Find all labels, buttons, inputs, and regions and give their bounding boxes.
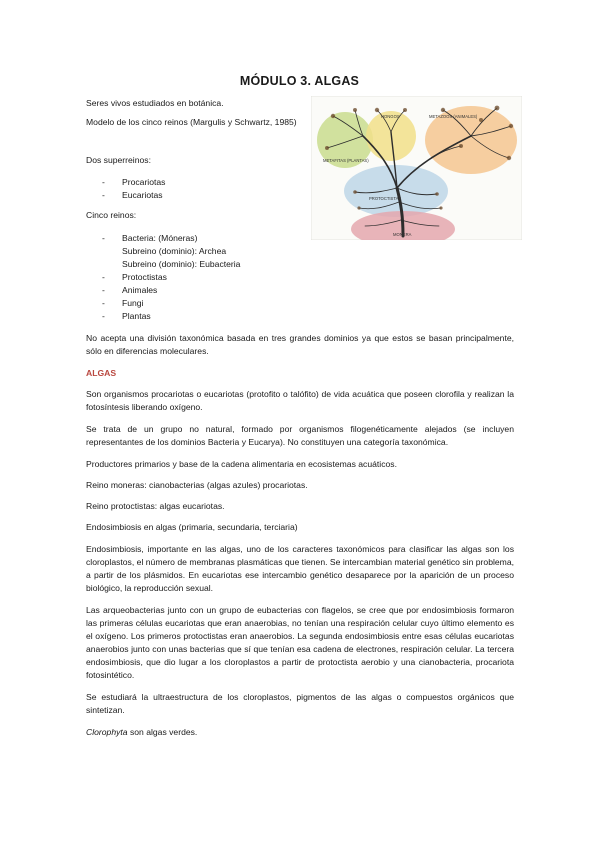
five-kingdoms-figure xyxy=(311,96,522,240)
intro-line-1: Seres vivos estudiados en botánica. xyxy=(86,98,224,108)
paragraph: Reino moneras: cianobacterias (algas azules) procariotas. xyxy=(86,480,308,490)
paragraph: Endosimbiosis, importante en las algas, uno de los caracteres taxonómicos para clasificar las algas son los cloroplastos, el número de membranas plasmáticas que tienen. Se intercambian material genético sin problema, a partir de los plásmidos. En eucariotas ese intercambio genético desaparece por la aparición de un proceso biológico, la reproducción sexual. xyxy=(86,544,514,593)
paragraph: Son organismos procariotas o eucariotas (protofito o talófito) de vida acuática que poseen clorofila y realizan la fotosíntesis liberando oxígeno. xyxy=(86,389,514,412)
paragraph: Productores primarios y base de la cadena alimentaria en ecosistemas acuáticos. xyxy=(86,459,397,469)
reinos-label: Cinco reinos: xyxy=(86,210,137,220)
paragraph: Se estudiará la ultraestructura de los cloroplastos, pigmentos de las algas o compuestos orgánicos que sintetizan. xyxy=(86,692,514,715)
animalia-label: METAZOOS (ANIMALES) xyxy=(429,114,478,119)
monera-label: MONERA xyxy=(393,232,412,237)
paragraph: No acepta una división taxonómica basada en tres grandes dominios ya que estos se basan principalmente, sólo en diferencias moleculares. xyxy=(86,333,514,356)
clorophyta-desc: son algas verdes. xyxy=(127,727,198,737)
five-kingdoms-tree-illustration xyxy=(311,96,522,240)
clorophyta-term: Clorophyta xyxy=(86,727,128,737)
paragraph: Reino protoctistas: algas eucariotas. xyxy=(86,501,225,511)
plantae-label: METAFITAS (PLANTAS) xyxy=(323,158,369,163)
document-page: MÓDULO 3. ALGAS Seres vivos estudiados en botánica. Modelo de los cinco reinos (Margulis y Schwartz, 1985) Dos superreinos: - Procariotas - Eucariotas Cinco reinos: - Bacteria: (Móneras) Subreino (dominio): Archea Subreino (dominio): Eubacteria - Protoctistas - Animales - Fungi - Plantas METAFITAS (PLANTAS) HONGOS METAZOOS (ANIMALES) PROTOCTISTAS MONERA No acepta una división taxonómica basada en tres grandes dominios ya que estos se basan principalmente, sólo en diferencias moleculares. ALGAS Son organismos procariotas o eucariotas (protofito o talófito) de vida acuática que poseen clorofila y realizan la fotosíntesis liberando oxígeno. Se trata de un grupo no natural, formado por organismos filogenéticamente alejados (se incluyen representantes de los dominios Bacteria y Eucarya). No constituyen una categoría taxonómica. Productores primarios y base de la cadena alimentaria en ecosistemas acuáticos. Reino moneras: cianobacterias (algas azules) procariotas. Reino protoctistas: algas eucariotas. Endosimbiosis en algas (primaria, secundaria, terciaria) Endosimbiosis, importante en las algas, uno de los caracteres taxonómicos para clasificar las algas son los cloroplastos, el número de membranas plasmáticas que tienen. Se intercambian material genético sin problema, a partir de los plásmidos. En eucariotas ese intercambio genético desaparece por la aparición de un proceso biológico, la reproducción sexual. Las arqueobacterias junto con un grupo de eubacterias con flagelos, se cree que por endosimbiosis formaron las primeras células eucariotas que eran anaerobias, no tenían una respiración celular cuyo último elemento es el oxígeno. Los primeros protoctistas eran anaerobios. La segunda endosimbiosis entre esas células eucariotas anaerobios junto con unas bacterias que sí que tenían esa cadena de electrones, respiración celular. La tercera endosimbiosis, que dio lugar a los cloroplastos a partir de protoctista aerobio y una cianobacteria, procariota fotosintético. Se estudiará la ultraestructura de los cloroplastos, pigmentos de las algas o compuestos orgánicos que sintetizan. Clorophyta son algas verdes. xyxy=(0,0,599,848)
superreinos-label: Dos superreinos: xyxy=(86,155,151,165)
page-title: MÓDULO 3. ALGAS xyxy=(239,74,360,88)
fungi-label: HONGOS xyxy=(381,114,400,119)
paragraph: Endosimbiosis en algas (primaria, secundaria, terciaria) xyxy=(86,522,298,532)
paragraph: Las arqueobacterias junto con un grupo de eubacterias con flagelos, se cree que por endosimbiosis formaron las primeras células eucariotas que eran anaerobias, no tenían una respiración celular cuyo último elemento es el oxígeno. Los primeros protoctistas eran anaerobios. La segunda endosimbiosis entre esas células eucariotas anaerobios junto con unas bacterias que sí que tenían esa cadena de electrones, respiración celular. La tercera endosimbiosis, que dio lugar a los cloroplastos a partir de protoctista aerobio y una cianobacteria, procariota fotosintético. xyxy=(86,605,514,680)
paragraph: Se trata de un grupo no natural, formado por organismos filogenéticamente alejados (se incluyen representantes de los dominios Bacteria y Eucarya). No constituyen una categoría taxonómica. xyxy=(86,424,514,447)
intro-line-2: Modelo de los cinco reinos (Margulis y Schwartz, 1985) xyxy=(86,117,297,127)
protoctista-label: PROTOCTISTAS xyxy=(369,196,402,201)
section-heading-algas: ALGAS xyxy=(86,368,117,378)
paragraph xyxy=(86,726,514,739)
